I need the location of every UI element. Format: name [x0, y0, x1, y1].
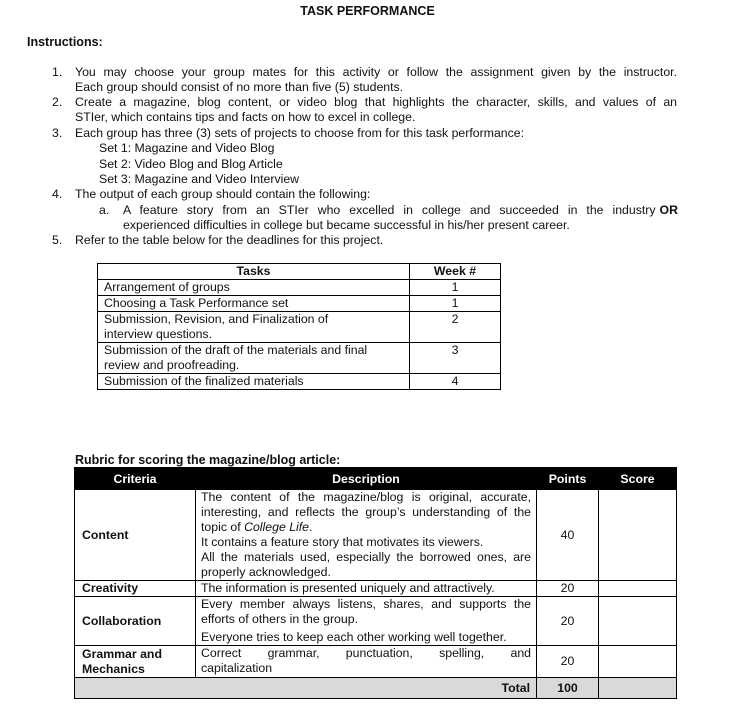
rubric-row-collaboration: [75, 597, 677, 646]
description-line: All the materials used, especially the borrowed ones, are: [201, 550, 531, 564]
week-cell: 1: [410, 280, 501, 296]
or-emphasis: OR: [659, 203, 678, 217]
description-line: capitalization: [201, 661, 273, 675]
item-number: 1.: [52, 65, 63, 79]
item-number: 2.: [52, 95, 63, 109]
task-cell: Submission of the finalized materials: [98, 374, 410, 390]
criteria-cell: Content: [75, 490, 196, 581]
score-cell[interactable]: [599, 597, 677, 646]
item-1-line-2: Each group should consist of no more than five (5) students.: [75, 80, 404, 94]
points-cell: 40: [537, 490, 599, 581]
score-header: Score: [599, 468, 677, 490]
task-cell-line: Submission, Revision, and Finalization of: [104, 312, 329, 326]
topic-emphasis: College Life: [244, 520, 310, 534]
task-cell-line: interview questions.: [104, 327, 212, 341]
description-line: efforts of others in the group.: [201, 612, 358, 626]
table-row: [98, 374, 501, 390]
description-cell: [196, 581, 537, 597]
score-cell[interactable]: [599, 581, 677, 597]
table-row: [98, 280, 501, 296]
description-line: It contains a feature story that motivates its viewers.: [201, 535, 484, 549]
points-cell: 20: [537, 646, 599, 678]
score-cell[interactable]: [599, 490, 677, 581]
total-score-cell[interactable]: [599, 678, 677, 699]
week-header: Week #: [410, 264, 501, 280]
table-row: [98, 343, 501, 374]
description-line: The information is presented uniquely and attractively.: [201, 581, 495, 595]
task-cell: [98, 343, 410, 374]
description-text: topic of: [201, 520, 245, 534]
description-line: The content of the magazine/blog is original, accurate,: [201, 490, 531, 504]
instructions-heading: Instructions:: [27, 35, 103, 49]
points-header: Points: [537, 468, 599, 490]
page-title: TASK PERFORMANCE: [300, 4, 435, 18]
description-line: interesting, and reflects the group’s understanding of the: [201, 505, 531, 519]
table-row: [98, 296, 501, 312]
rubric-row-creativity: [75, 581, 677, 597]
description-line: Correct grammar, punctuation, spelling, and: [201, 646, 531, 660]
table-row: [98, 312, 501, 343]
score-cell[interactable]: [599, 646, 677, 678]
week-cell: 2: [410, 312, 501, 343]
item-1-line-1: You may choose your group mates for this activity or follow the assignment given by the instructor.: [75, 65, 677, 79]
item-2-line-2: STIer, which contains tips and facts on how to excel in college.: [75, 110, 416, 124]
item-number: 5.: [52, 233, 63, 247]
criteria-cell: Creativity: [75, 581, 196, 597]
set-option: Set 3: Magazine and Video Interview: [99, 172, 300, 186]
criteria-line: Mechanics: [82, 661, 145, 676]
total-points: 100: [537, 678, 599, 699]
points-cell: 20: [537, 581, 599, 597]
set-option: Set 2: Video Blog and Blog Article: [99, 157, 283, 171]
task-cell: Choosing a Task Performance set: [98, 296, 410, 312]
task-cell-line: Submission of the draft of the materials and final: [104, 343, 368, 357]
description-cell: [196, 646, 537, 678]
set-option: Set 1: Magazine and Video Blog: [99, 141, 275, 155]
rubric-header-row: [75, 468, 677, 490]
criteria-header: Criteria: [75, 468, 196, 490]
description-line: Everyone tries to keep each other working well together.: [201, 630, 507, 644]
description-cell: [196, 597, 537, 646]
description-line: Every member always listens, shares, and supports the: [201, 597, 531, 611]
rubric-caption: Rubric for scoring the magazine/blog article:: [75, 453, 341, 467]
item-3-line-1: Each group has three (3) sets of projects to choose from for this task performance:: [75, 126, 525, 140]
description-cell: [196, 490, 537, 581]
item-4-line-1: The output of each group should contain the following:: [75, 187, 371, 201]
sub-item-letter: a.: [99, 203, 110, 217]
week-cell: 1: [410, 296, 501, 312]
description-text: .: [309, 520, 313, 534]
description-line: [201, 520, 531, 535]
sub-item-line-1: [123, 203, 678, 218]
sub-item-text: A feature story from an STIer who excelled in college and succeeded in the industry: [123, 203, 656, 217]
table-header-row: [98, 264, 501, 280]
sub-item-line-2: experienced difficulties in college but became successful in his/her present career.: [123, 218, 570, 232]
item-number: 3.: [52, 126, 63, 140]
rubric-row-content: [75, 490, 677, 581]
task-cell: Arrangement of groups: [98, 280, 410, 296]
item-2-line-1: Create a magazine, blog content, or video blog that highlights the character, skills, and values of an: [75, 95, 677, 109]
tasks-header: Tasks: [98, 264, 410, 280]
criteria-cell: Collaboration: [75, 597, 196, 646]
description-header: Description: [196, 468, 537, 490]
week-cell: 3: [410, 343, 501, 374]
task-cell-line: review and proofreading.: [104, 358, 240, 372]
item-5-line-1: Refer to the table below for the deadlines for this project.: [75, 233, 384, 247]
rubric-total-row: [75, 678, 677, 699]
deadlines-table: [97, 263, 501, 390]
description-line: properly acknowledged.: [201, 565, 331, 579]
points-cell: 20: [537, 597, 599, 646]
item-number: 4.: [52, 187, 63, 201]
total-label: Total: [75, 678, 537, 699]
rubric-table: [74, 467, 677, 699]
task-cell: [98, 312, 410, 343]
criteria-line: Grammar and: [82, 646, 162, 661]
rubric-row-grammar: [75, 646, 677, 678]
week-cell: 4: [410, 374, 501, 390]
criteria-cell: [75, 646, 196, 678]
